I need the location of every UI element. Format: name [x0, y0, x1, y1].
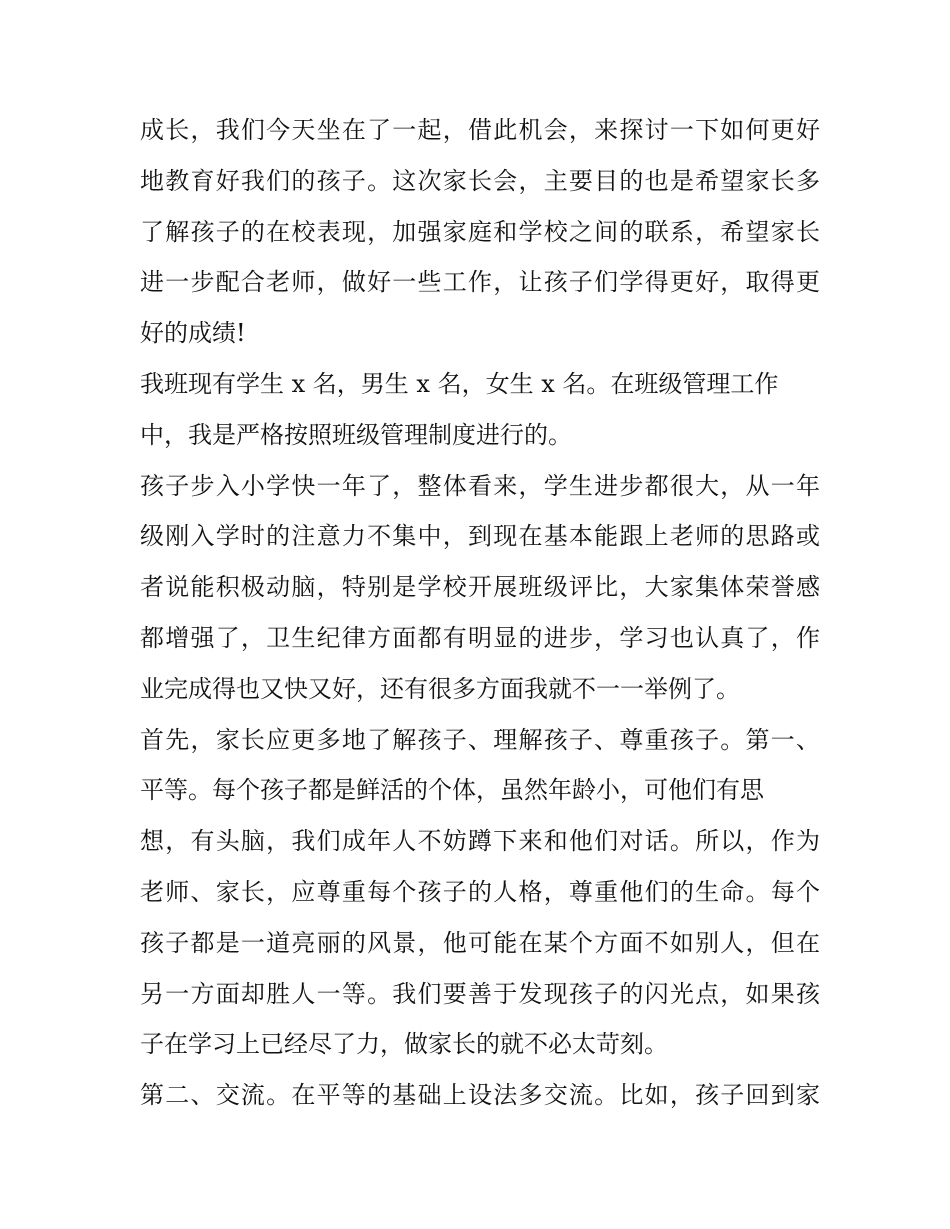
text-line-3: 了解孩子的在校表现，加强家庭和学校之间的联系，希望家长: [140, 217, 820, 246]
text-line-4: 进一步配合老师，做好一些工作，让孩子们学得更好，取得更: [140, 268, 820, 297]
text-line-11: 都增强了，卫生纪律方面都有明显的进步，学习也认真了，作: [140, 623, 820, 652]
text-line-16: 老师、家长，应尊重每个孩子的人格，尊重他们的生命。每个: [140, 877, 820, 906]
body-text: [140, 105, 820, 1121]
text-line-18: 另一方面却胜人一等。我们要善于发现孩子的闪光点，如果孩: [140, 979, 820, 1008]
text-line-19: 子在学习上已经尽了力，做家长的就不必太苛刻。: [140, 1030, 668, 1059]
text-line-17: 孩子都是一道亮丽的风景，他可能在某个方面不如别人，但在: [140, 928, 820, 957]
text-line-5: 好的成绩!: [140, 319, 246, 348]
text-line-20: 第二、交流。在平等的基础上设法多交流。比如，孩子回到家: [140, 1081, 820, 1110]
text-line-1: 成长，我们今天坐在了一起，借此机会，来探讨一下如何更好: [140, 116, 820, 144]
text-line-10: 者说能积极动脑，特别是学校开展班级评比，大家集体荣誉感: [140, 573, 820, 602]
text-line-12: 业完成得也又快又好，还有很多方面我就不一一举例了。: [140, 674, 740, 703]
text-line-14: 平等。每个孩子都是鲜活的个体，虽然年龄小，可他们有思: [140, 776, 764, 805]
text-line-9: 级刚入学时的注意力不集中，到现在基本能跟上老师的思路或: [140, 522, 820, 551]
text-line-7: 中，我是严格按照班级管理制度进行的。: [140, 420, 572, 449]
text-line-15: 想，有头脑，我们成年人不妨蹲下来和他们对话。所以，作为: [140, 827, 820, 856]
text-line-8: 孩子步入小学快一年了，整体看来，学生进步都很大，从一年: [140, 471, 820, 500]
text-line-6: 我班现有学生 x 名，男生 x 名，女生 x 名。在班级管理工作: [140, 369, 779, 398]
text-line-2: 地教育好我们的孩子。这次家长会，主要目的也是希望家长多: [140, 166, 820, 195]
text-line-13: 首先，家长应更多地了解孩子、理解孩子、尊重孩子。第一、: [140, 725, 820, 754]
